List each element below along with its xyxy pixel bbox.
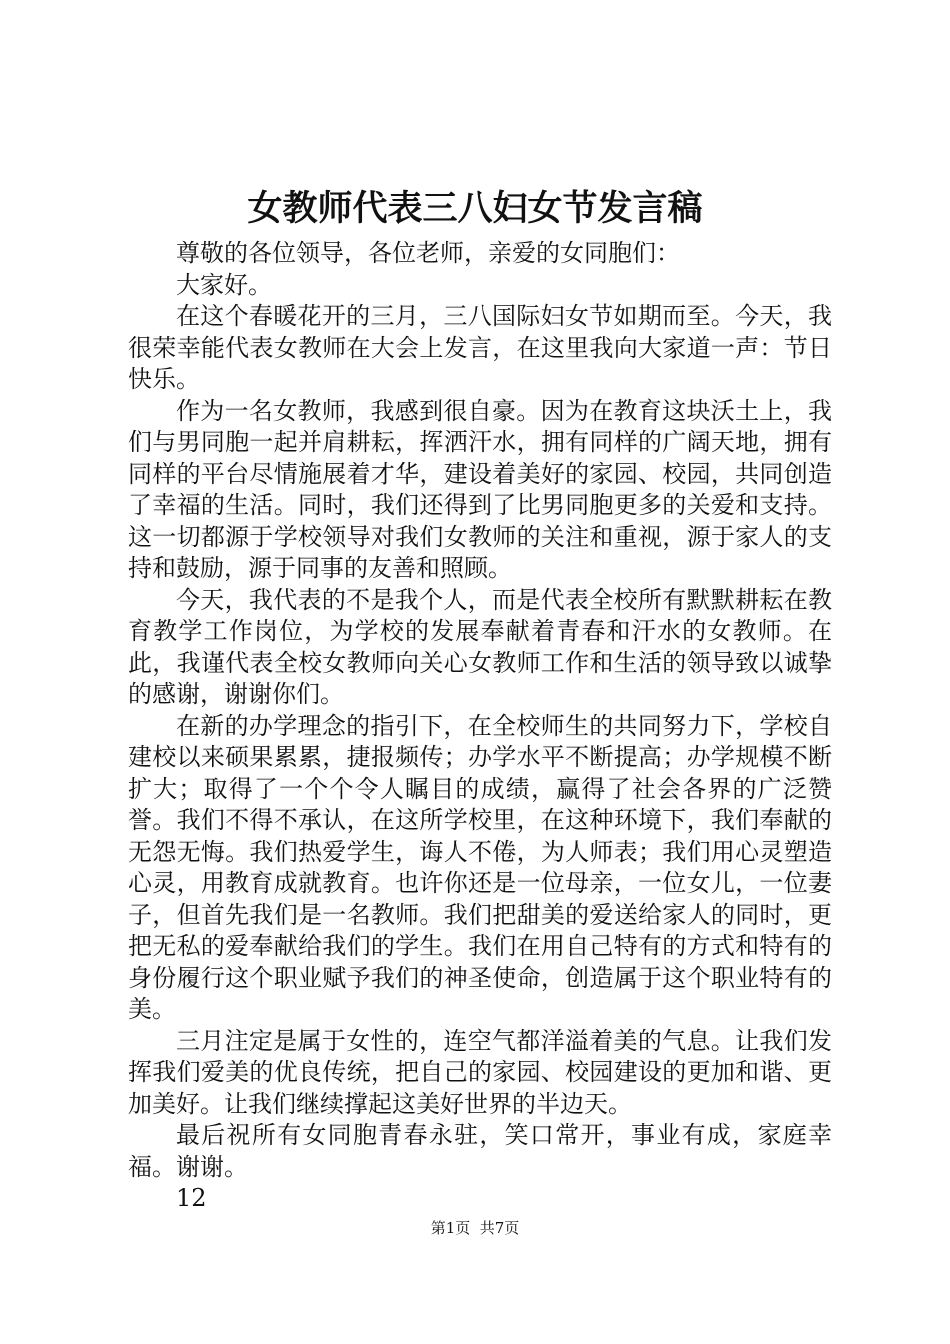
document-body	[128, 238, 832, 1215]
closing: 最后祝所有女同胞青春永驻，笑口常开，事业有成，家庭幸福。谢谢。	[128, 1121, 832, 1181]
paragraph-3: 今天，我代表的不是我个人，而是代表全校所有默默耕耘在教育教学工作岗位，为学校的发展奉献着青春和汗水的女教师。在此，我谨代表全校女教师向关心女教师工作和生活的领导致以诚挚的感谢，谢谢你们。	[128, 585, 832, 708]
paragraph-2: 作为一名女教师，我感到很自豪。因为在教育这块沃土上，我们与男同胞一起并肩耕耘，挥洒汗水，拥有同样的广阔天地，拥有同样的平台尽情施展着才华，建设着美好的家园、校园，共同创造了幸福的生活。同时，我们还得到了比男同胞更多的关爱和支持。这一切都源于学校领导对我们女教师的关注和重视，源于家人的支持和鼓励，源于同事的友善和照顾。	[128, 396, 832, 582]
page-number: 第1页 共7页	[430, 1219, 520, 1237]
paragraph-5: 三月注定是属于女性的，连空气都洋溢着美的气息。让我们发挥我们爱美的优良传统，把自己的家园、校园建设的更加和谐、更加美好。让我们继续撑起这美好世界的半边天。	[128, 1026, 832, 1118]
page-footer	[0, 1218, 950, 1238]
salutation: 尊敬的各位领导，各位老师，亲爱的女同胞们：	[176, 239, 680, 267]
trailing-number: 12	[176, 1184, 207, 1212]
document-title: 女教师代表三八妇女节发言稿	[247, 188, 703, 229]
paragraph-4: 在新的办学理念的指引下，在全校师生的共同努力下，学校自建校以来硕果累累，捷报频传；办学水平不断提高；办学规模不断扩大；取得了一个个令人瞩目的成绩，赢得了社会各界的广泛赞誉。我们不得不承认，在这所学校里，在这种环境下，我们奉献的无怨无悔。我们热爱学生，诲人不倦，为人师表；我们用心灵塑造心灵，用教育成就教育。也许你还是一位母亲，一位女儿，一位妻子，但首先我们是一名教师。我们把甜美的爱送给家人的同时，更把无私的爱奉献给我们的学生。我们在用自己特有的方式和特有的身份履行这个职业赋予我们的神圣使命，创造属于这个职业特有的美。	[128, 711, 832, 1023]
paragraph-1: 在这个春暖花开的三月，三八国际妇女节如期而至。今天，我很荣幸能代表女教师在大会上发言，在这里我向大家道一声：节日快乐。	[128, 302, 832, 393]
greeting: 大家好。	[176, 270, 272, 299]
